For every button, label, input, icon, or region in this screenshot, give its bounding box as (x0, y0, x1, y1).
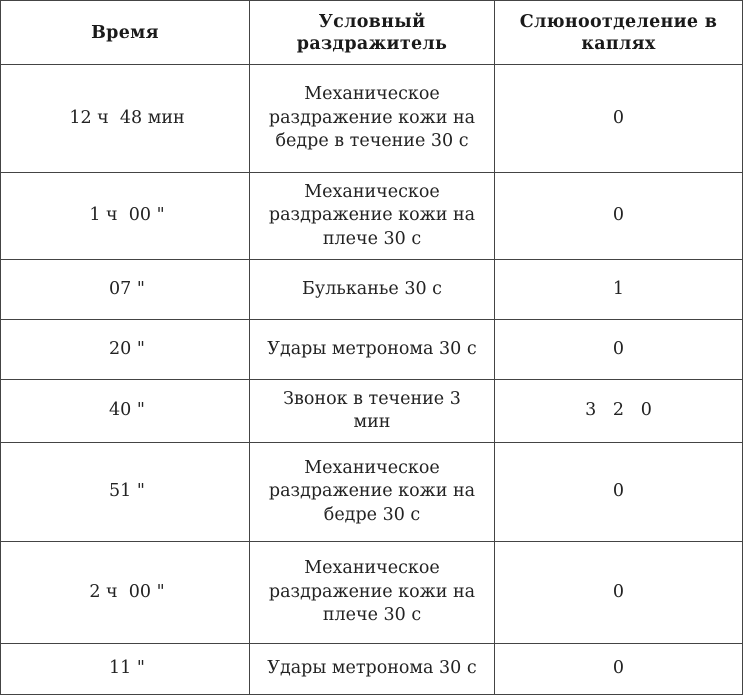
cell-time: 1 ч 00 " (1, 173, 250, 260)
table-row (1, 443, 743, 542)
cell-stimulus: Механическое раздражение кожи на бедре 30 с (250, 443, 495, 542)
cell-stimulus: Удары метронома 30 с (250, 644, 495, 695)
cell-time: 40 " (1, 380, 250, 443)
cell-time: 07 " (1, 260, 250, 320)
cell-stimulus: Механическое раздражение кожи на плече 30 с (250, 542, 495, 644)
cell-saliva: 0 (495, 443, 743, 542)
cell-saliva: 0 (495, 542, 743, 644)
cell-stimulus: Удары метронома 30 с (250, 320, 495, 380)
cell-stimulus: Механическое раздражение кожи на плече 30 с (250, 173, 495, 260)
cell-saliva: 1 (495, 260, 743, 320)
cell-saliva: 0 (495, 644, 743, 695)
header-time: Время (1, 1, 250, 65)
cell-stimulus: Бульканье 30 с (250, 260, 495, 320)
table-row (1, 542, 743, 644)
cell-saliva: 0 (495, 320, 743, 380)
table-row (1, 380, 743, 443)
cell-stimulus: Механическое раздражение кожи на бедре в течение 30 с (250, 65, 495, 173)
cell-time: 2 ч 00 " (1, 542, 250, 644)
table-header-row (1, 1, 743, 65)
table-row (1, 644, 743, 695)
cell-saliva: 0 (495, 173, 743, 260)
table-row (1, 260, 743, 320)
table-row (1, 173, 743, 260)
cell-saliva: 0 (495, 65, 743, 173)
header-stimulus: Условный раздражитель (250, 1, 495, 65)
cell-time: 20 " (1, 320, 250, 380)
header-saliva: Слюноотделение в каплях (495, 1, 743, 65)
cell-time: 51 " (1, 443, 250, 542)
cell-saliva: 3 2 0 (495, 380, 743, 443)
cell-time: 12 ч 48 мин (1, 65, 250, 173)
cell-time: 11 " (1, 644, 250, 695)
table-row (1, 320, 743, 380)
table-row (1, 65, 743, 173)
cell-stimulus: Звонок в течение 3 мин (250, 380, 495, 443)
